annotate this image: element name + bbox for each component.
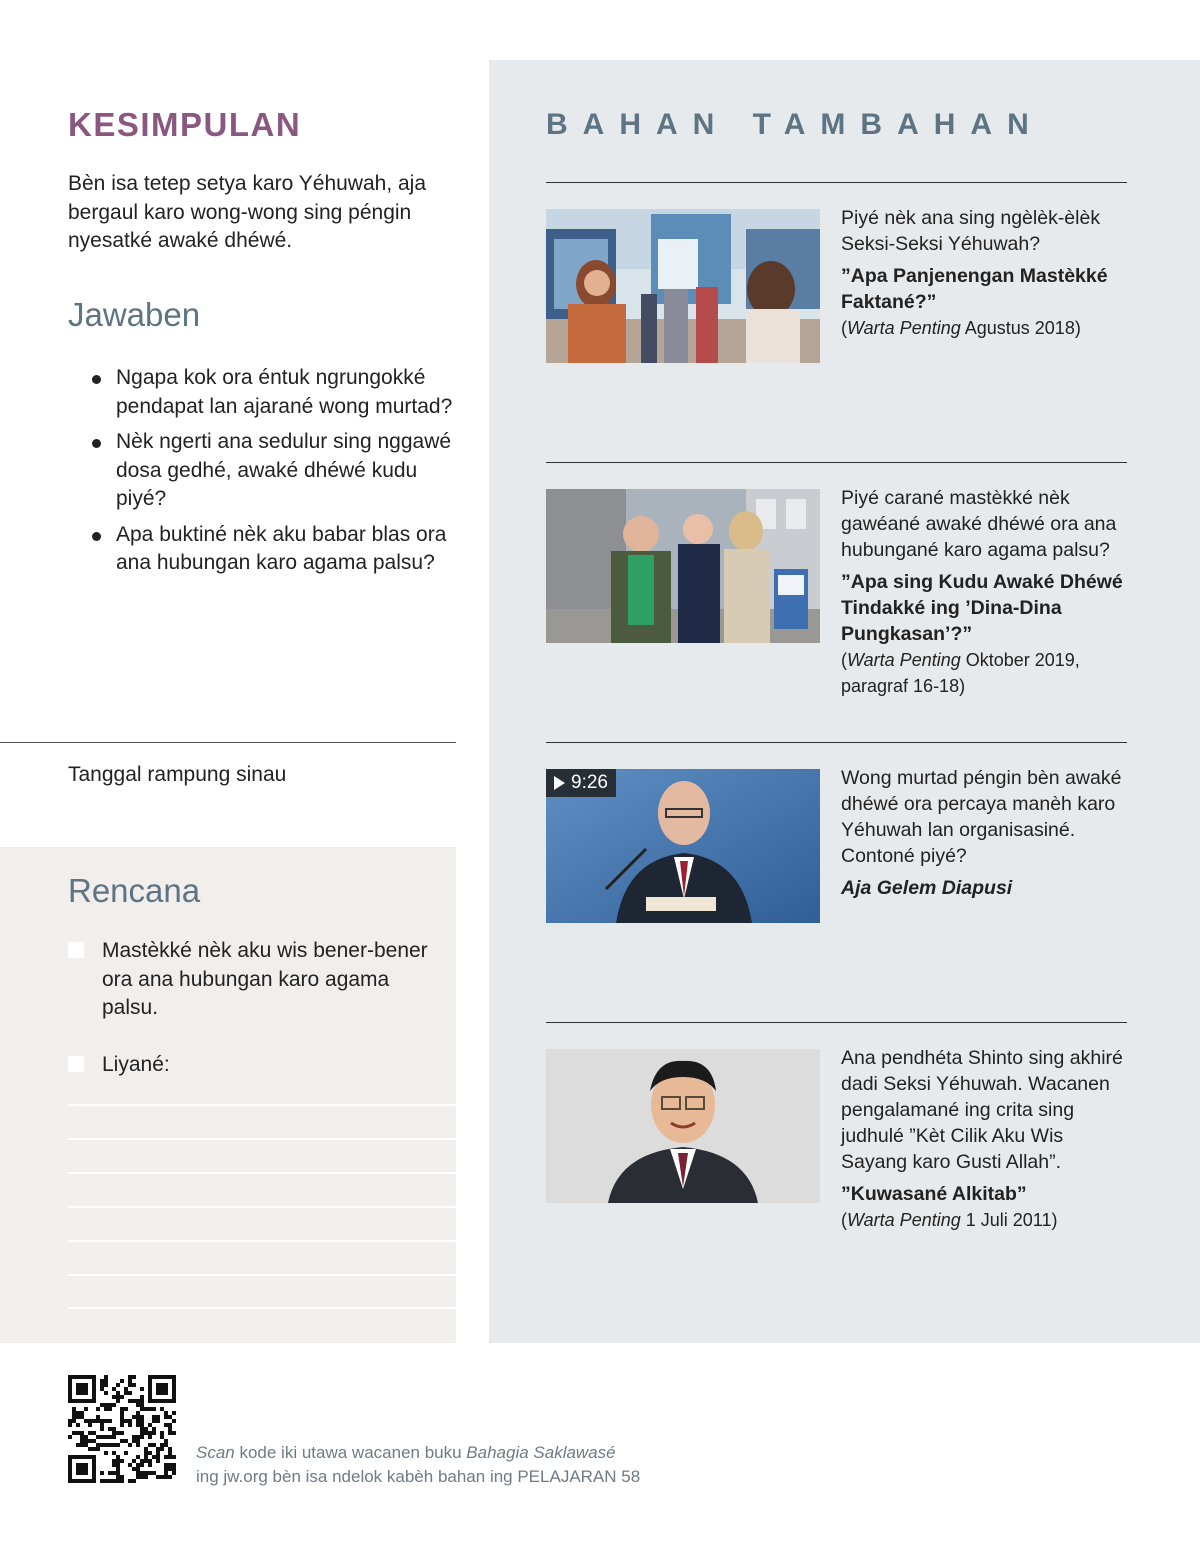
video-duration: 9:26 — [571, 772, 608, 793]
video-duration-badge — [546, 769, 616, 797]
writing-line[interactable] — [68, 1240, 456, 1242]
bullet-icon — [92, 439, 101, 448]
plan-item-text: Liyané: — [102, 1053, 170, 1076]
resource-1 — [841, 205, 1131, 341]
conclusion-heading: KESIMPULAN — [68, 106, 302, 143]
review-question: Apa buktiné nèk aku babar blas ora ana hubungan karo agama palsu? — [90, 521, 460, 578]
resource-question: Piyé nèk ana sing ngèlèk-èlèk Seksi-Seksi Yéhuwah? — [841, 207, 1101, 255]
resource-question: Ana pendhéta Shinto sing akhiré dadi Seksi Yéhuwah. Wacanen pengalamané ing crita sing judhulé ”Kèt Cilik Aku Wis Sayang karo Gusti Allah”. — [841, 1047, 1123, 1173]
writing-line[interactable] — [68, 1274, 456, 1276]
plan-heading: Rencana — [68, 872, 201, 909]
plan-item — [68, 937, 432, 1023]
plan-item-text: Mastèkké nèk aku wis bener-bener ora ana hubungan karo agama palsu. — [102, 939, 428, 1019]
conclusion-text: Bèn isa tetep setya karo Yéhuwah, aja bergaul karo wong-wong sing péngin nyesatké awaké dhéwé. — [68, 172, 427, 252]
qr-code-icon[interactable] — [68, 1375, 176, 1483]
writing-line[interactable] — [68, 1206, 456, 1208]
completion-divider — [0, 742, 456, 743]
completion-date-label: Tanggal rampung sinau — [68, 763, 287, 786]
resource-citation: (Warta Penting Oktober 2019, paragraf 16-18) — [841, 650, 1080, 696]
resource-divider — [546, 182, 1127, 183]
play-icon[interactable] — [554, 776, 565, 790]
plan-box — [0, 847, 456, 1343]
resource-image-public-witnessing[interactable] — [546, 489, 820, 643]
writing-line[interactable] — [68, 1104, 456, 1106]
resource-citation: (Warta Penting 1 Juli 2011) — [841, 1210, 1058, 1230]
review-question: Ngapa kok ora éntuk ngrungokké pendapat lan ajarané wong murtad? — [90, 364, 460, 421]
bullet-icon — [92, 375, 101, 384]
resource-video-thumbnail[interactable] — [546, 769, 820, 923]
resource-divider — [546, 462, 1127, 463]
resource-title-link[interactable]: Aja Gelem Diapusi — [841, 877, 1013, 899]
resources-heading: BAHAN TAMBAHAN — [546, 108, 1044, 141]
plan-checkbox[interactable] — [68, 942, 84, 958]
writing-line[interactable] — [68, 1172, 456, 1174]
resource-title-link[interactable]: ”Apa sing Kudu Awaké Dhéwé Tindakké ing ’Dina-Dina Pungkasan’?” — [841, 571, 1123, 645]
resource-citation: (Warta Penting Agustus 2018) — [841, 318, 1081, 338]
resource-2 — [841, 485, 1131, 699]
resource-title-link[interactable]: ”Apa Panjenengan Mastèkké Faktané?” — [841, 265, 1108, 313]
resource-question: Wong murtad péngin bèn awaké dhéwé ora percaya manèh karo Yéhuwah lan organisasiné. Contoné piyé? — [841, 767, 1122, 867]
writing-line[interactable] — [68, 1307, 456, 1309]
resource-divider — [546, 742, 1127, 743]
plan-checkbox[interactable] — [68, 1056, 84, 1072]
writing-line[interactable] — [68, 1138, 456, 1140]
resource-image-portrait[interactable] — [546, 1049, 820, 1203]
resource-divider — [546, 1022, 1127, 1023]
resource-question: Piyé carané mastèkké nèk gawéané awaké dhéwé ora ana hubungané karo agama palsu? — [841, 487, 1117, 561]
resource-4 — [841, 1045, 1131, 1233]
plan-item-other — [68, 1051, 432, 1080]
resource-title-link[interactable]: ”Kuwasané Alkitab” — [841, 1183, 1027, 1205]
footer-line-1: Scan kode iki utawa wacanen buku Bahagia Saklawasé — [196, 1443, 616, 1462]
resource-3 — [841, 765, 1131, 901]
review-heading: Jawaben — [68, 296, 201, 333]
footer-note — [196, 1441, 640, 1489]
footer-line-2: ing jw.org bèn isa ndelok kabèh bahan ing PELAJARAN 58 — [196, 1467, 641, 1486]
review-question: Nèk ngerti ana sedulur sing nggawé dosa gedhé, awaké dhéwé kudu piyé? — [90, 428, 460, 514]
bullet-icon — [92, 532, 101, 541]
review-questions — [90, 364, 460, 585]
resource-image-crowd-media[interactable] — [546, 209, 820, 363]
